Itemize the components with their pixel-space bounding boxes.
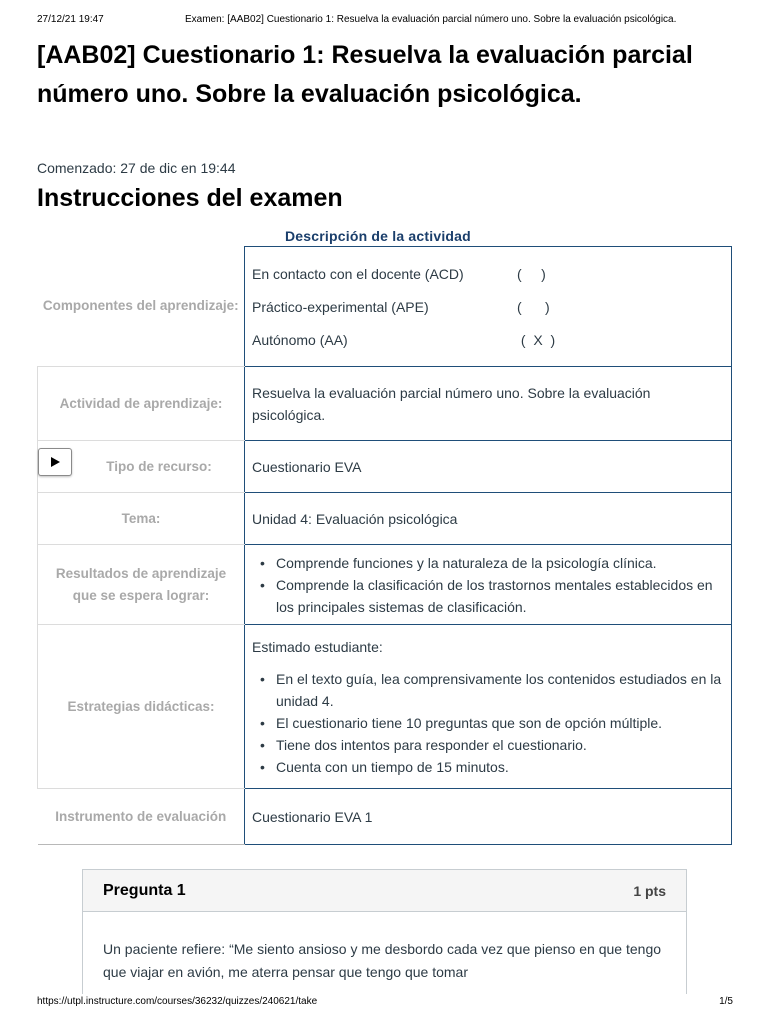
resource-value: Cuestionario EVA [245, 441, 732, 493]
print-header [37, 14, 733, 30]
table-row-activity [38, 367, 732, 441]
component-item [252, 257, 724, 290]
activity-value: Resuelva la evaluación parcial número uno. Sobre la evaluación psicológica. [245, 367, 732, 441]
play-button[interactable] [38, 448, 72, 476]
strategies-label: Estrategias didácticas: [38, 625, 245, 789]
print-url: https://utpl.instructure.com/courses/36232/quizzes/240621/take [37, 996, 318, 1007]
results-label: Resultados de aprendizaje que se espera lograr: [38, 545, 245, 625]
started-timestamp: Comenzado: 27 de dic en 19:44 [37, 160, 236, 176]
table-row-components [38, 247, 732, 367]
print-date: 27/12/21 19:47 [37, 14, 104, 25]
strategies-intro: Estimado estudiante: [252, 638, 383, 655]
print-document-title: Examen: [AAB02] Cuestionario 1: Resuelva la evaluación parcial número uno. Sobre la evaluación psicológica. [185, 14, 677, 25]
resource-label: Tipo de recurso: [106, 458, 212, 474]
page-title: [AAB02] Cuestionario 1: Resuelva la evaluación parcial número uno. Sobre la evaluación psicológica. [37, 41, 693, 108]
resource-label-cell [38, 441, 245, 493]
strategies-list [252, 668, 724, 778]
instructions-heading: Instrucciones del examen [37, 184, 343, 212]
activity-table [37, 246, 732, 845]
table-row-instrument [38, 789, 732, 845]
components-value [245, 247, 732, 367]
component-name: Autónomo (AA) [252, 331, 348, 348]
activity-label: Actividad de aprendizaje: [38, 367, 245, 441]
component-mark: ( ) [517, 298, 550, 315]
table-row-resource [38, 441, 732, 493]
results-list [252, 552, 724, 618]
component-name: Práctico-experimental (APE) [252, 298, 429, 315]
list-item: • Comprende la clasificación de los trastornos mentales establecidos en los principales sistemas de clasificación. [252, 574, 724, 618]
list-item: • Cuenta con un tiempo de 15 minutos. [252, 756, 724, 778]
component-item [252, 323, 724, 356]
table-row-results [38, 545, 732, 625]
list-item: • Comprende funciones y la naturaleza de la psicología clínica. [252, 552, 724, 574]
components-label: Componentes del aprendizaje: [38, 247, 245, 367]
component-mark: ( X ) [517, 331, 556, 348]
list-item: • Tiene dos intentos para responder el cuestionario. [252, 734, 724, 756]
table-row-strategies [38, 625, 732, 789]
strategies-value [245, 625, 732, 789]
page-number: 1/5 [719, 996, 733, 1007]
print-footer [37, 994, 733, 1024]
question-title: Pregunta 1 [103, 881, 186, 899]
play-icon [50, 457, 60, 467]
question-header [83, 870, 686, 912]
table-row-topic [38, 493, 732, 545]
instrument-label: Instrumento de evaluación [38, 789, 245, 845]
results-value [245, 545, 732, 625]
topic-value: Unidad 4: Evaluación psicológica [245, 493, 732, 545]
list-item: • En el texto guía, lea comprensivamente los contenidos estudiados en la unidad 4. [252, 668, 724, 712]
question-points: 1 pts [633, 882, 666, 899]
question-text: Un paciente refiere: “Me siento ansioso y me desbordo cada vez que pienso en que tengo que viajar en avión, me aterra pensar que tengo que tomar [103, 941, 662, 980]
activity-table-caption: Descripción de la actividad [285, 228, 471, 244]
list-item: • El cuestionario tiene 10 preguntas que son de opción múltiple. [252, 712, 724, 734]
component-item [252, 290, 724, 323]
component-name: En contacto con el docente (ACD) [252, 265, 464, 282]
topic-label: Tema: [38, 493, 245, 545]
instrument-value: Cuestionario EVA 1 [245, 789, 732, 845]
component-mark: ( ) [517, 265, 546, 282]
